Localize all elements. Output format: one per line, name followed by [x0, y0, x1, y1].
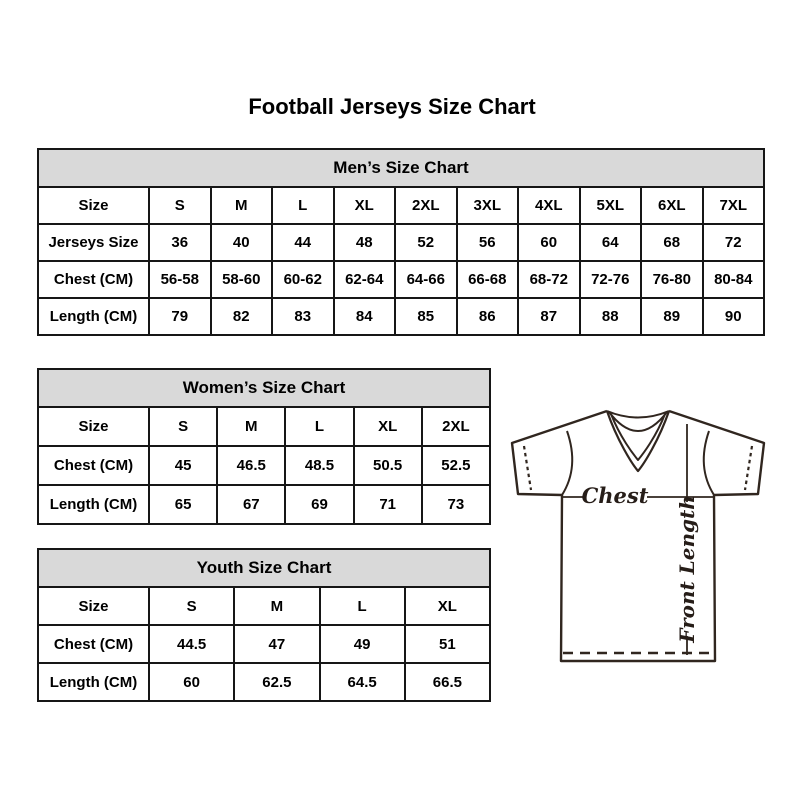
- size-value-cell: 49: [320, 625, 405, 663]
- table-row: [38, 485, 490, 524]
- size-value-cell: 76-80: [641, 261, 703, 298]
- size-value-cell: 52: [395, 224, 457, 261]
- size-value-cell: 56: [457, 224, 519, 261]
- size-value-cell: 84: [334, 298, 396, 335]
- size-value-cell: 83: [272, 298, 334, 335]
- size-value-cell: M: [234, 587, 319, 625]
- page-title: Football Jerseys Size Chart: [248, 94, 536, 119]
- size-value-cell: 82: [211, 298, 273, 335]
- size-value-cell: 64: [580, 224, 642, 261]
- size-value-cell: 89: [641, 298, 703, 335]
- size-value-cell: 44.5: [149, 625, 234, 663]
- size-value-cell: L: [272, 187, 334, 224]
- size-value-cell: 51: [405, 625, 490, 663]
- size-value-cell: 87: [518, 298, 580, 335]
- size-value-cell: 60-62: [272, 261, 334, 298]
- youth-size-chart-table: [37, 548, 491, 702]
- size-value-cell: 6XL: [641, 187, 703, 224]
- size-value-cell: L: [320, 587, 405, 625]
- size-value-cell: 66.5: [405, 663, 490, 701]
- size-value-cell: 79: [149, 298, 211, 335]
- size-value-cell: 69: [285, 485, 353, 524]
- table-row: [38, 298, 764, 335]
- row-label-cell: Size: [38, 587, 149, 625]
- size-value-cell: XL: [405, 587, 490, 625]
- size-value-cell: M: [217, 407, 285, 446]
- jersey-outline-shape: [512, 411, 764, 661]
- size-value-cell: 64-66: [395, 261, 457, 298]
- row-label-cell: Chest (CM): [38, 446, 149, 485]
- size-value-cell: XL: [354, 407, 422, 446]
- table-row: [38, 587, 490, 625]
- mens-table-title: Men’s Size Chart: [38, 149, 764, 187]
- size-value-cell: 62.5: [234, 663, 319, 701]
- chest-label: Chest: [581, 483, 649, 508]
- size-value-cell: 60: [518, 224, 580, 261]
- table-row: [38, 224, 764, 261]
- table-row: [38, 407, 490, 446]
- row-label-cell: Chest (CM): [38, 625, 149, 663]
- size-value-cell: 66-68: [457, 261, 519, 298]
- size-value-cell: 4XL: [518, 187, 580, 224]
- row-label-cell: Chest (CM): [38, 261, 149, 298]
- size-value-cell: 2XL: [395, 187, 457, 224]
- size-value-cell: 52.5: [422, 446, 490, 485]
- size-value-cell: 88: [580, 298, 642, 335]
- size-value-cell: 68-72: [518, 261, 580, 298]
- size-value-cell: 58-60: [211, 261, 273, 298]
- size-value-cell: 72-76: [580, 261, 642, 298]
- size-value-cell: 62-64: [334, 261, 396, 298]
- size-value-cell: 71: [354, 485, 422, 524]
- row-label-cell: Length (CM): [38, 298, 149, 335]
- size-value-cell: 85: [395, 298, 457, 335]
- table-row: [38, 187, 764, 224]
- jersey-measurement-diagram: [503, 402, 775, 668]
- table-row: [38, 663, 490, 701]
- size-value-cell: 60: [149, 663, 234, 701]
- row-label-cell: Jerseys Size: [38, 224, 149, 261]
- size-value-cell: 2XL: [422, 407, 490, 446]
- size-value-cell: 47: [234, 625, 319, 663]
- row-label-cell: Size: [38, 187, 149, 224]
- size-value-cell: 56-58: [149, 261, 211, 298]
- size-value-cell: 40: [211, 224, 273, 261]
- size-value-cell: 48: [334, 224, 396, 261]
- womens-size-chart-table: [37, 368, 491, 525]
- size-value-cell: 5XL: [580, 187, 642, 224]
- size-value-cell: S: [149, 587, 234, 625]
- size-value-cell: 45: [149, 446, 217, 485]
- size-value-cell: 7XL: [703, 187, 765, 224]
- size-value-cell: 67: [217, 485, 285, 524]
- size-value-cell: S: [149, 407, 217, 446]
- size-value-cell: 46.5: [217, 446, 285, 485]
- table-row: [38, 625, 490, 663]
- size-value-cell: 36: [149, 224, 211, 261]
- size-value-cell: 72: [703, 224, 765, 261]
- front-length-label: Front Length: [675, 495, 699, 643]
- size-value-cell: 3XL: [457, 187, 519, 224]
- size-value-cell: S: [149, 187, 211, 224]
- size-value-cell: 64.5: [320, 663, 405, 701]
- size-value-cell: M: [211, 187, 273, 224]
- row-label-cell: Length (CM): [38, 663, 149, 701]
- row-label-cell: Length (CM): [38, 485, 149, 524]
- table-row: [38, 261, 764, 298]
- mens-size-chart-table: [37, 148, 765, 336]
- womens-table-title: Women’s Size Chart: [38, 369, 490, 407]
- size-value-cell: 65: [149, 485, 217, 524]
- row-label-cell: Size: [38, 407, 149, 446]
- size-value-cell: 68: [641, 224, 703, 261]
- size-value-cell: 48.5: [285, 446, 353, 485]
- size-value-cell: 80-84: [703, 261, 765, 298]
- size-value-cell: 90: [703, 298, 765, 335]
- size-value-cell: XL: [334, 187, 396, 224]
- youth-table-title: Youth Size Chart: [38, 549, 490, 587]
- size-value-cell: 73: [422, 485, 490, 524]
- size-value-cell: L: [285, 407, 353, 446]
- table-row: [38, 446, 490, 485]
- size-value-cell: 86: [457, 298, 519, 335]
- size-value-cell: 50.5: [354, 446, 422, 485]
- size-value-cell: 44: [272, 224, 334, 261]
